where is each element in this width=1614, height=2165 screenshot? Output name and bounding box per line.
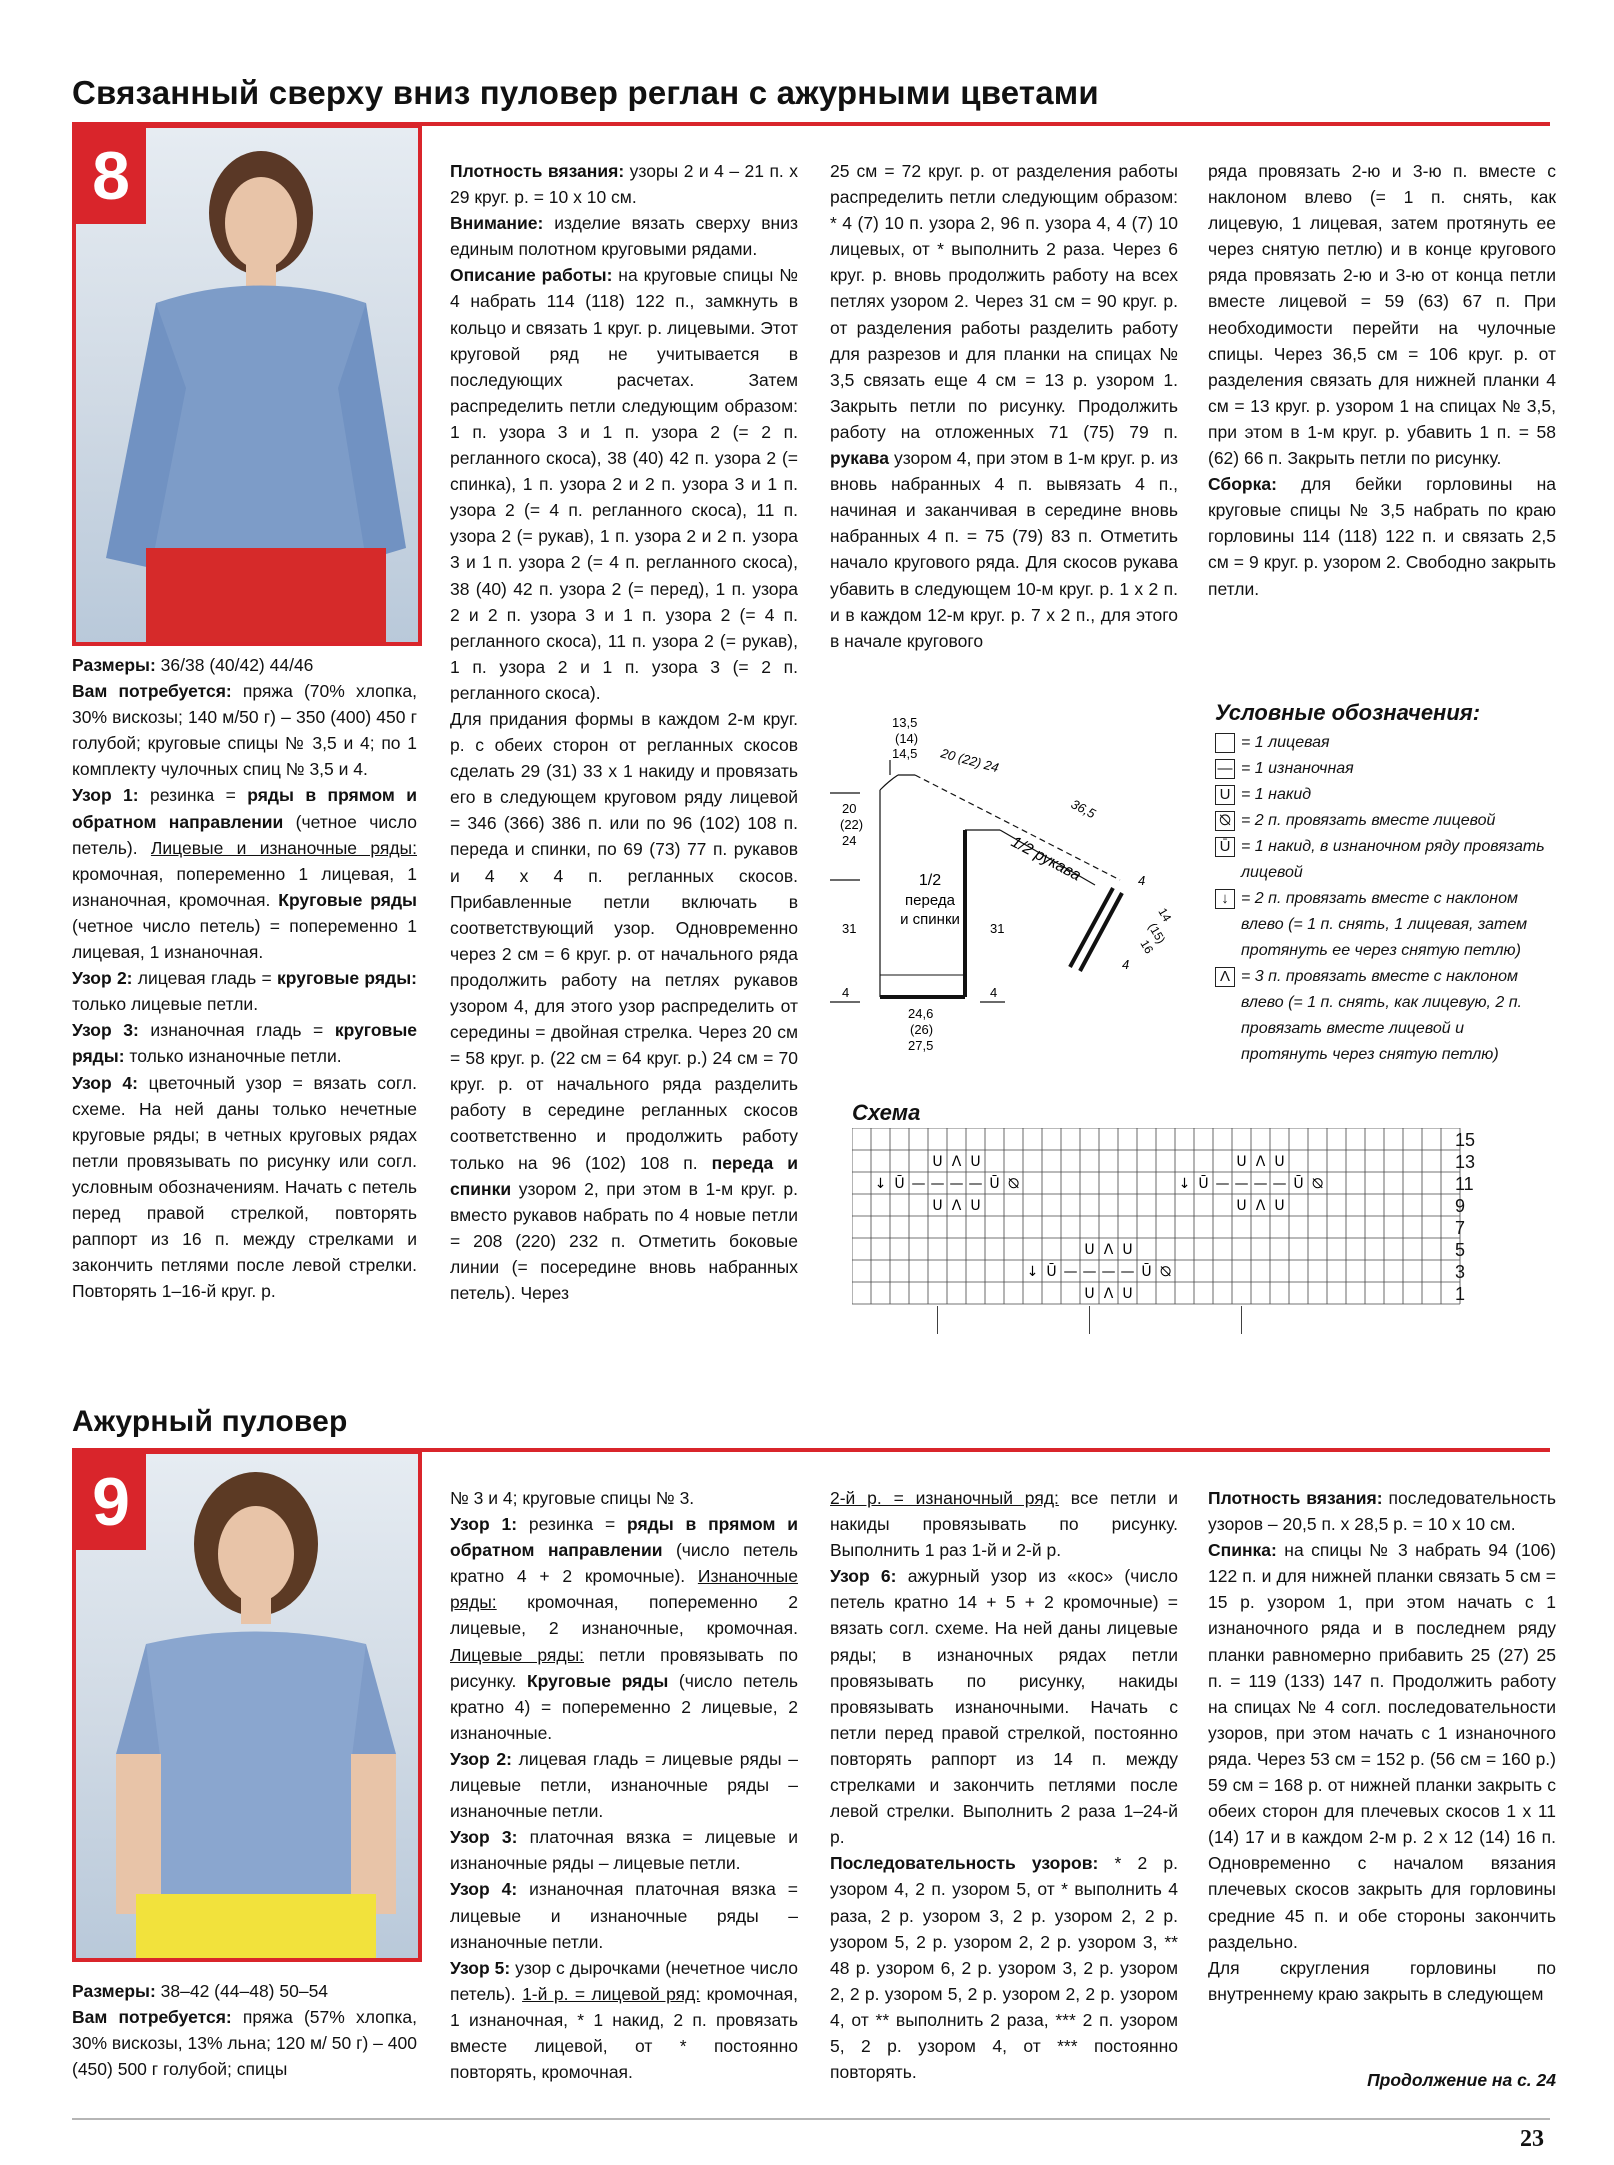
- chart-cell-symbol: ↓: [1026, 1264, 1039, 1280]
- article-8-col-2-text: Плотность вязания: узоры 2 и 4 – 21 п. х 29 круг. р. = 10 х 10 см. Внимание: изделие вязать сверху вниз единым полотном круговыми рядами. Описание работы: на круговые спицы № 4 набрать 114 (118) 122 п., замкнуть в кольцо и связать 1 круг. р. лицевыми. Этот круговой ряд не учитывается в последующих расчетах. Затем распределить петли следующим образом: 1 п. узора 3 и 1 п. узора 2 (= 2 п. регланного скоса), 38 (40) 42 п. узора 2 (= спинка), 1 п. узора 2 и 2 п. узора 3 и 1 п. узора 2 (= 4 п. регланного скоса), 11 п. узора 2 (= рукав), 1 п. узора 2 и 2 п. узора 3 и 1 п. узора 2 (= 4 п. регланного скоса), 38 (40) 42 п. узора 2 (= перед), 1 п. узора 2 и 2 п. узора 3 и 1 п. узора 2 (= 4 п. регланного скоса), 11 п. узора 2 (= рукав), 1 п. узора 2 и 1 п. узора 3 (= 2 п. регланного скоса). Для придания формы в каждом 2-м круг. р. с обеих сторон от регланных скосов сделать 29 (31) 33 х 1 накиду и провязать его в следующем круговом ряду лицевой = 346 (366) 386 п. или по 96 (102) 108 п. переда и спинки, по 69 (73) 77 п. рукавов и 4 х 4 п. регланных скосов. Прибавленные петли включать в соответствующий узор. Одновременно через 2 см = 6 круг. р. от начального ряда продолжить работу на петлях рукавов узором 4, для этого узор распределить от середины = двойная стрелка. Через 20 см = 58 круг. р. (22 см = 64 круг. р.) 24 см = 70 круг. р. от начального ряда разделить работу в середине регланных скосов соответственно и продолжить работу только на 96 (102) 108 п. переда и спинки узором 2, при этом в 1-м круг. р. вместо рукавов набрать по 4 новые петли = 208 (220) 232 п. Отметить боковые линии (= посередине вновь набранных петель). Через: [450, 161, 798, 1304]
- ssk-symbol-icon: ↓: [1215, 889, 1235, 909]
- knitting-chart: [852, 1128, 1472, 1368]
- article-8-col-3-text: 25 см = 72 круг. р. от разделения работы распределить петли следующим образом: * 4 (7) 10 п. узора 2, 96 п. узора 4, 4 (7) 10 лицевых, от * выполнить 2 раза. Через 6 круг. р. вновь продолжить работу на всех петлях узором 2. Через 31 см = 90 круг. р. от разделения работы разделить работу для разрезов и для планки на спицах № 3,5 связать еще 4 см = 13 р. узором 1. Закрыть петли по рисунку. Продолжить работу на отложенных 71 (75) 79 п. рукава узором 4, при этом в 1-м круг. р. из вновь набранных 4 п. вывязать 4 п., начиная и заканчивая в середине вновь набранных 4 п. = 75 (79) 83 п. Отметить начало кругового ряда. Для скосов рукава убавить в следующем 10-м круг. р. 1 х 2 п. и в каждом 12-м круг. р. 7 х 2 п., для этого в начале кругового: [830, 161, 1178, 651]
- purl-symbol-icon: —: [1215, 759, 1235, 779]
- row-number: 15: [1455, 1130, 1476, 1150]
- width-a: 24,6: [908, 1006, 934, 1021]
- pattern-schematic: [830, 705, 1210, 1065]
- legend: [1215, 700, 1555, 1068]
- knit-symbol-icon: [1215, 733, 1235, 753]
- band-left: 4: [842, 985, 850, 1000]
- row-number: 7: [1455, 1218, 1466, 1238]
- chart-cell-symbol: U: [1236, 1154, 1247, 1170]
- chart-cell-symbol: ⦰: [1159, 1264, 1172, 1280]
- row-number: 3: [1455, 1262, 1466, 1282]
- chart-cell-symbol: U: [970, 1154, 981, 1170]
- row-number: 11: [1455, 1174, 1474, 1194]
- armhole-b: (22): [840, 817, 864, 832]
- chart-cell-symbol: Ū: [1141, 1264, 1152, 1280]
- page-number: 23: [1520, 2126, 1544, 2152]
- sleeve-cuff-band-a: 4: [1138, 873, 1146, 888]
- article-9-title: Ажурный пуловер: [72, 1405, 348, 1438]
- chart-cell-symbol: U: [1274, 1198, 1285, 1214]
- legend-item: [1215, 834, 1555, 886]
- neck-top-b: (14): [895, 731, 919, 746]
- chart-cell-symbol: —: [1120, 1264, 1135, 1280]
- chart-cell-symbol: Λ: [951, 1198, 962, 1214]
- article-8-col-4-text: ряда провязать 2-ю и 3-ю п. вместе с наклоном влево (= 1 п. снять, как лицевую, 1 лицевая, затем протянуть ее через снятую петлю) и в конце кругового ряда провязать 2-ю и 3-ю от конца петли вместе лицевой = 59 (63) 67 п. При необходимости перейти на чулочные спицы. Через 36,5 см = 106 круг. р. от разделения связать для нижней планки 4 см = 13 круг. р. узором 1 на спицах № 3,5, при этом в 1-м круг. р. убавить 1 п. = 58 (62) 66 п. Закрыть петли по рисунку. Сборка: для бейки горловины на круговые спицы № 3,5 набрать по краю горловины 114 (118) 122 п. и связать 2,5 см = 9 круг. р. узором 2. Свободно закрыть петли.: [1208, 161, 1556, 599]
- chart-cell-symbol: Ū: [1046, 1264, 1057, 1280]
- chart-cell-symbol: Λ: [1103, 1242, 1114, 1258]
- chart-cell-symbol: U: [1236, 1198, 1247, 1214]
- photo-sweater-9: [72, 1450, 422, 1962]
- chart-cell-symbol: —: [1063, 1264, 1078, 1280]
- chart-cell-symbol: ⦰: [1007, 1176, 1020, 1192]
- model-illustration: [76, 1454, 418, 1958]
- k2tog-symbol-icon: ⦰: [1215, 811, 1235, 831]
- schema-title: Схема: [852, 1100, 921, 1125]
- row-number: 9: [1455, 1196, 1466, 1216]
- chart-cell-symbol: ↓: [874, 1176, 887, 1192]
- legend-item-text: = 1 лицевая: [1241, 734, 1330, 751]
- sleeve-cuff-band-b: 4: [1122, 957, 1130, 972]
- article-number-9: 9: [76, 1454, 146, 1550]
- chart-cell-symbol: Ū: [894, 1176, 905, 1192]
- chart-cell-symbol: —: [1234, 1176, 1249, 1192]
- legend-item-text: = 1 изнаночная: [1241, 760, 1354, 777]
- chart-cell-symbol: U: [1122, 1242, 1133, 1258]
- chart-cell-symbol: Λ: [1255, 1198, 1266, 1214]
- band-right: 4: [990, 985, 998, 1000]
- armhole-a: 20: [842, 801, 857, 816]
- article-9-col-1-text: Размеры: 38–42 (44–48) 50–54 Вам потребуется: пряжа (57% хлопка, 30% вискозы, 13% льна; 120 м/ 50 г) – 400 (450) 500 г голубой; спицы: [72, 1981, 417, 2080]
- body-length-right: 31: [990, 921, 1005, 936]
- row-number: 1: [1455, 1284, 1466, 1304]
- chart-cell-symbol: —: [911, 1176, 926, 1192]
- chart-cell-symbol: —: [1101, 1264, 1116, 1280]
- legend-item-text: = 1 накид, в изнаночном ряду провязать лицевой: [1241, 838, 1545, 881]
- row-number: 13: [1455, 1152, 1476, 1172]
- sleeve-label: 1/2 рукава: [1008, 833, 1084, 885]
- article-number-8: 8: [76, 128, 146, 224]
- sk2p-symbol-icon: Λ: [1215, 967, 1235, 987]
- chart-cell-symbol: —: [1082, 1264, 1097, 1280]
- chart-cell-symbol: U: [1084, 1242, 1095, 1258]
- legend-item: [1215, 756, 1555, 782]
- footer-rule: [72, 2118, 1550, 2120]
- chart-cell-symbol: —: [1272, 1176, 1287, 1192]
- chart-cell-symbol: ⦰: [1311, 1176, 1324, 1192]
- chart-cell-symbol: —: [930, 1176, 945, 1192]
- chart-cell-symbol: U: [1274, 1154, 1285, 1170]
- article-9-col-2: [450, 1485, 798, 2085]
- yarn-over-symbol-icon: U: [1215, 785, 1235, 805]
- row-number: 5: [1455, 1240, 1466, 1260]
- article-9-col-3: [830, 1485, 1178, 2085]
- chart-cell-symbol: —: [1215, 1176, 1230, 1192]
- article-9-col-4-text: Плотность вязания: последовательность узоров – 20,5 п. х 28,5 р. = 10 х 10 см. Спинка: на спицы № 3 набрать 94 (106) 122 п. и для нижней планки связать 5 см = 15 р. узором 1, при этом начать с 1 изнаночного ряда и в последнем ряду планки равномерно прибавить 25 (27) 25 п. = 119 (133) 147 п. Продолжить работу на спицах № 4 согл. последовательности узоров, при этом начать с 1 изнаночного ряда. Через 53 см = 152 р. (56 см = 160 р.) 59 см = 168 р. от нижней планки закрыть с обеих сторон для плечевых скосов 1 х 11 (14) 17 и в каждом 2-м р. 2 х 12 (14) 16 п. Одновременно с началом вязания плечевых скосов закрыть для горловины средние 45 п. и обе стороны закончить раздельно. Для скругления горловины по внутреннему краю закрыть в следующем: [1208, 1488, 1556, 2004]
- legend-item: [1215, 886, 1555, 964]
- chart-cell-symbol: Λ: [1103, 1286, 1114, 1302]
- continued-note: Продолжение на с. 24: [1367, 2070, 1556, 2090]
- body-length-left: 31: [842, 921, 857, 936]
- article-8-col-3: [830, 158, 1178, 654]
- chart-cell-symbol: U: [932, 1198, 943, 1214]
- chart-cell-symbol: U: [1084, 1286, 1095, 1302]
- legend-item-text: = 2 п. провязать вместе лицевой: [1241, 812, 1496, 829]
- article-8-col-1-text: Размеры: 36/38 (40/42) 44/46 Вам потребуется: пряжа (70% хлопка, 30% вискозы; 140 м/50 г) – 350 (400) 450 г голубой; круговые спицы № 3,5 и 4; по 1 комплекту чулочных спиц № 3,5 и 4. Узор 1: резинка = ряды в прямом и обратном направлении (четное число петель). Лицевые и изнаночные ряды: кромочная, попеременно 1 лицевая, 1 изнаночная, кромочная. Круговые ряды (четное число петель) = попеременно 1 лицевая, 1 изнаночная. Узор 2: лицевая гладь = круговые ряды: только лицевые петли. Узор 3: изнаночная гладь = круговые ряды: только изнаночные петли. Узор 4: цветочный узор = вязать согл. схеме. На ней даны только нечетные круговые ряды; в четных круговых рядах петли провязывать по рисунку или согл. условным обозначениям. Начать с петель перед правой стрелкой, повторять раппорт из 16 п. между стрелками и закончить петлями после левой стрелки. Повторять 1–16-й круг. р.: [72, 655, 418, 1302]
- article-8-title: Связанный сверху вниз пуловер реглан с ажурными цветами: [72, 74, 1099, 111]
- article-8-col-4: [1208, 158, 1556, 602]
- legend-item: [1215, 808, 1555, 834]
- article-9-col-3-text: 2-й р. = изнаночный ряд: все петли и накиды провязывать по рисунку. Выполнить 1 раз 1-й и 2-й р. Узор 6: ажурный узор из «кос» (число петель кратно 14 + 5 + 2 кромочные) = вязать согл. схеме. На ней даны лицевые ряды; в изнаночных рядах петли провязывать по рисунку, накиды провязывать изнаночными. Начать с петли перед правой стрелкой, постоянно повторять раппорт из 14 п. между стрелками и закончить петлями после левой стрелки. Выполнить 2 раза 1–24-й р. Последовательность узоров: * 2 р. узором 4, 2 п. узором 5, от * выполнить 4 раза, 2 р. узором 3, 2 р. узором 2, 2 р. узором 5, 2 р. узором 2, 2 р. узором 3, ** 48 р. узором 6, 2 р. узором 3, 2 р. узором 2, 2 р. узором 5, 2 р. узором 2, 2 р. узором 4, от ** выполнить 2 раза, *** 2 п. узором 5, 2 р. узором 4, от *** постоянно повторять.: [830, 1488, 1179, 2083]
- chart-cell-symbol: Ū: [1198, 1176, 1209, 1192]
- article-8-col-2: [450, 158, 798, 1306]
- photo-sweater-8: [72, 124, 422, 646]
- chart-cell-symbol: Λ: [951, 1154, 962, 1170]
- legend-item-text: = 2 п. провязать вместе с наклоном влево (= 1 п. снять, 1 лицевая, затем протянуть ее через снятую петлю): [1241, 890, 1528, 959]
- chart-cell-symbol: U: [970, 1198, 981, 1214]
- article-9-col-4: [1208, 1485, 1556, 2007]
- neck-top-a: 13,5: [892, 715, 918, 730]
- sleeve-cuff-b: (15): [1145, 920, 1169, 946]
- sleeve-cuff-c: 16: [1137, 937, 1157, 957]
- width-b: (26): [910, 1022, 934, 1037]
- chart-cell-symbol: —: [1253, 1176, 1268, 1192]
- article-9-col-1: [72, 1978, 417, 2082]
- body-label-1: 1/2: [918, 872, 942, 889]
- legend-item: [1215, 782, 1555, 808]
- legend-item: [1215, 964, 1555, 1068]
- chart-cell-symbol: —: [968, 1176, 983, 1192]
- chart-cell-symbol: Ū: [1293, 1176, 1304, 1192]
- legend-item: [1215, 730, 1555, 756]
- body-label-3: и спинки: [900, 911, 960, 928]
- neck-slope-label: 20 (22) 24: [939, 745, 1001, 776]
- legend-item-text: = 3 п. провязать вместе с наклоном влево (= 1 п. снять, как лицевую, 2 п. провязать вместе лицевой и протянуть через снятую петлю): [1241, 968, 1522, 1063]
- chart-cell-symbol: U: [932, 1154, 943, 1170]
- chart-cell-symbol: —: [949, 1176, 964, 1192]
- model-illustration: [76, 128, 418, 642]
- chart-cell-symbol: Ū: [989, 1176, 1000, 1192]
- body-label-2: переда: [905, 892, 955, 909]
- width-c: 27,5: [908, 1038, 934, 1053]
- legend-title: Условные обозначения:: [1215, 700, 1481, 725]
- sleeve-cuff-a: 14: [1155, 905, 1175, 925]
- legend-item-text: = 1 накид: [1241, 786, 1312, 803]
- article-8-col-1: [72, 652, 417, 1304]
- article-9-col-2-text: № 3 и 4; круговые спицы № 3. Узор 1: резинка = ряды в прямом и обратном направлении (число петель кратно 4 + 2 кромочные). Изнаночные ряды: кромочная, попеременно 2 лицевые, 2 изнаночные, кромочная. Лицевые ряды: петли провязывать по рисунку. Круговые ряды (число петель кратно 4) = попеременно 2 лицевые, 2 изнаночные. Узор 2: лицевая гладь = лицевые ряды – лицевые петли, изнаночные ряды – изнаночные петли. Узор 3: платочная вязка = лицевые и изнаночные ряды – лицевые петли. Узор 4: изнаночная платочная вязка = лицевые и изнаночные ряды – изнаночные петли. Узор 5: узор с дырочками (нечетное число петель). 1-й р. = лицевой ряд: кромочная, 1 изнаночная, * 1 накид, 2 п. провязать вместе лицевой, от * постоянно повторять, кромочная.: [450, 1488, 799, 2083]
- neck-top-c: 14,5: [892, 746, 918, 761]
- armhole-c: 24: [842, 833, 857, 848]
- sleeve-length-label: 36,5: [1068, 796, 1099, 822]
- yarn-over-knit-symbol-icon: Ū: [1215, 837, 1235, 857]
- chart-cell-symbol: ↓: [1178, 1176, 1191, 1192]
- chart-cell-symbol: Λ: [1255, 1154, 1266, 1170]
- chart-cell-symbol: U: [1122, 1286, 1133, 1302]
